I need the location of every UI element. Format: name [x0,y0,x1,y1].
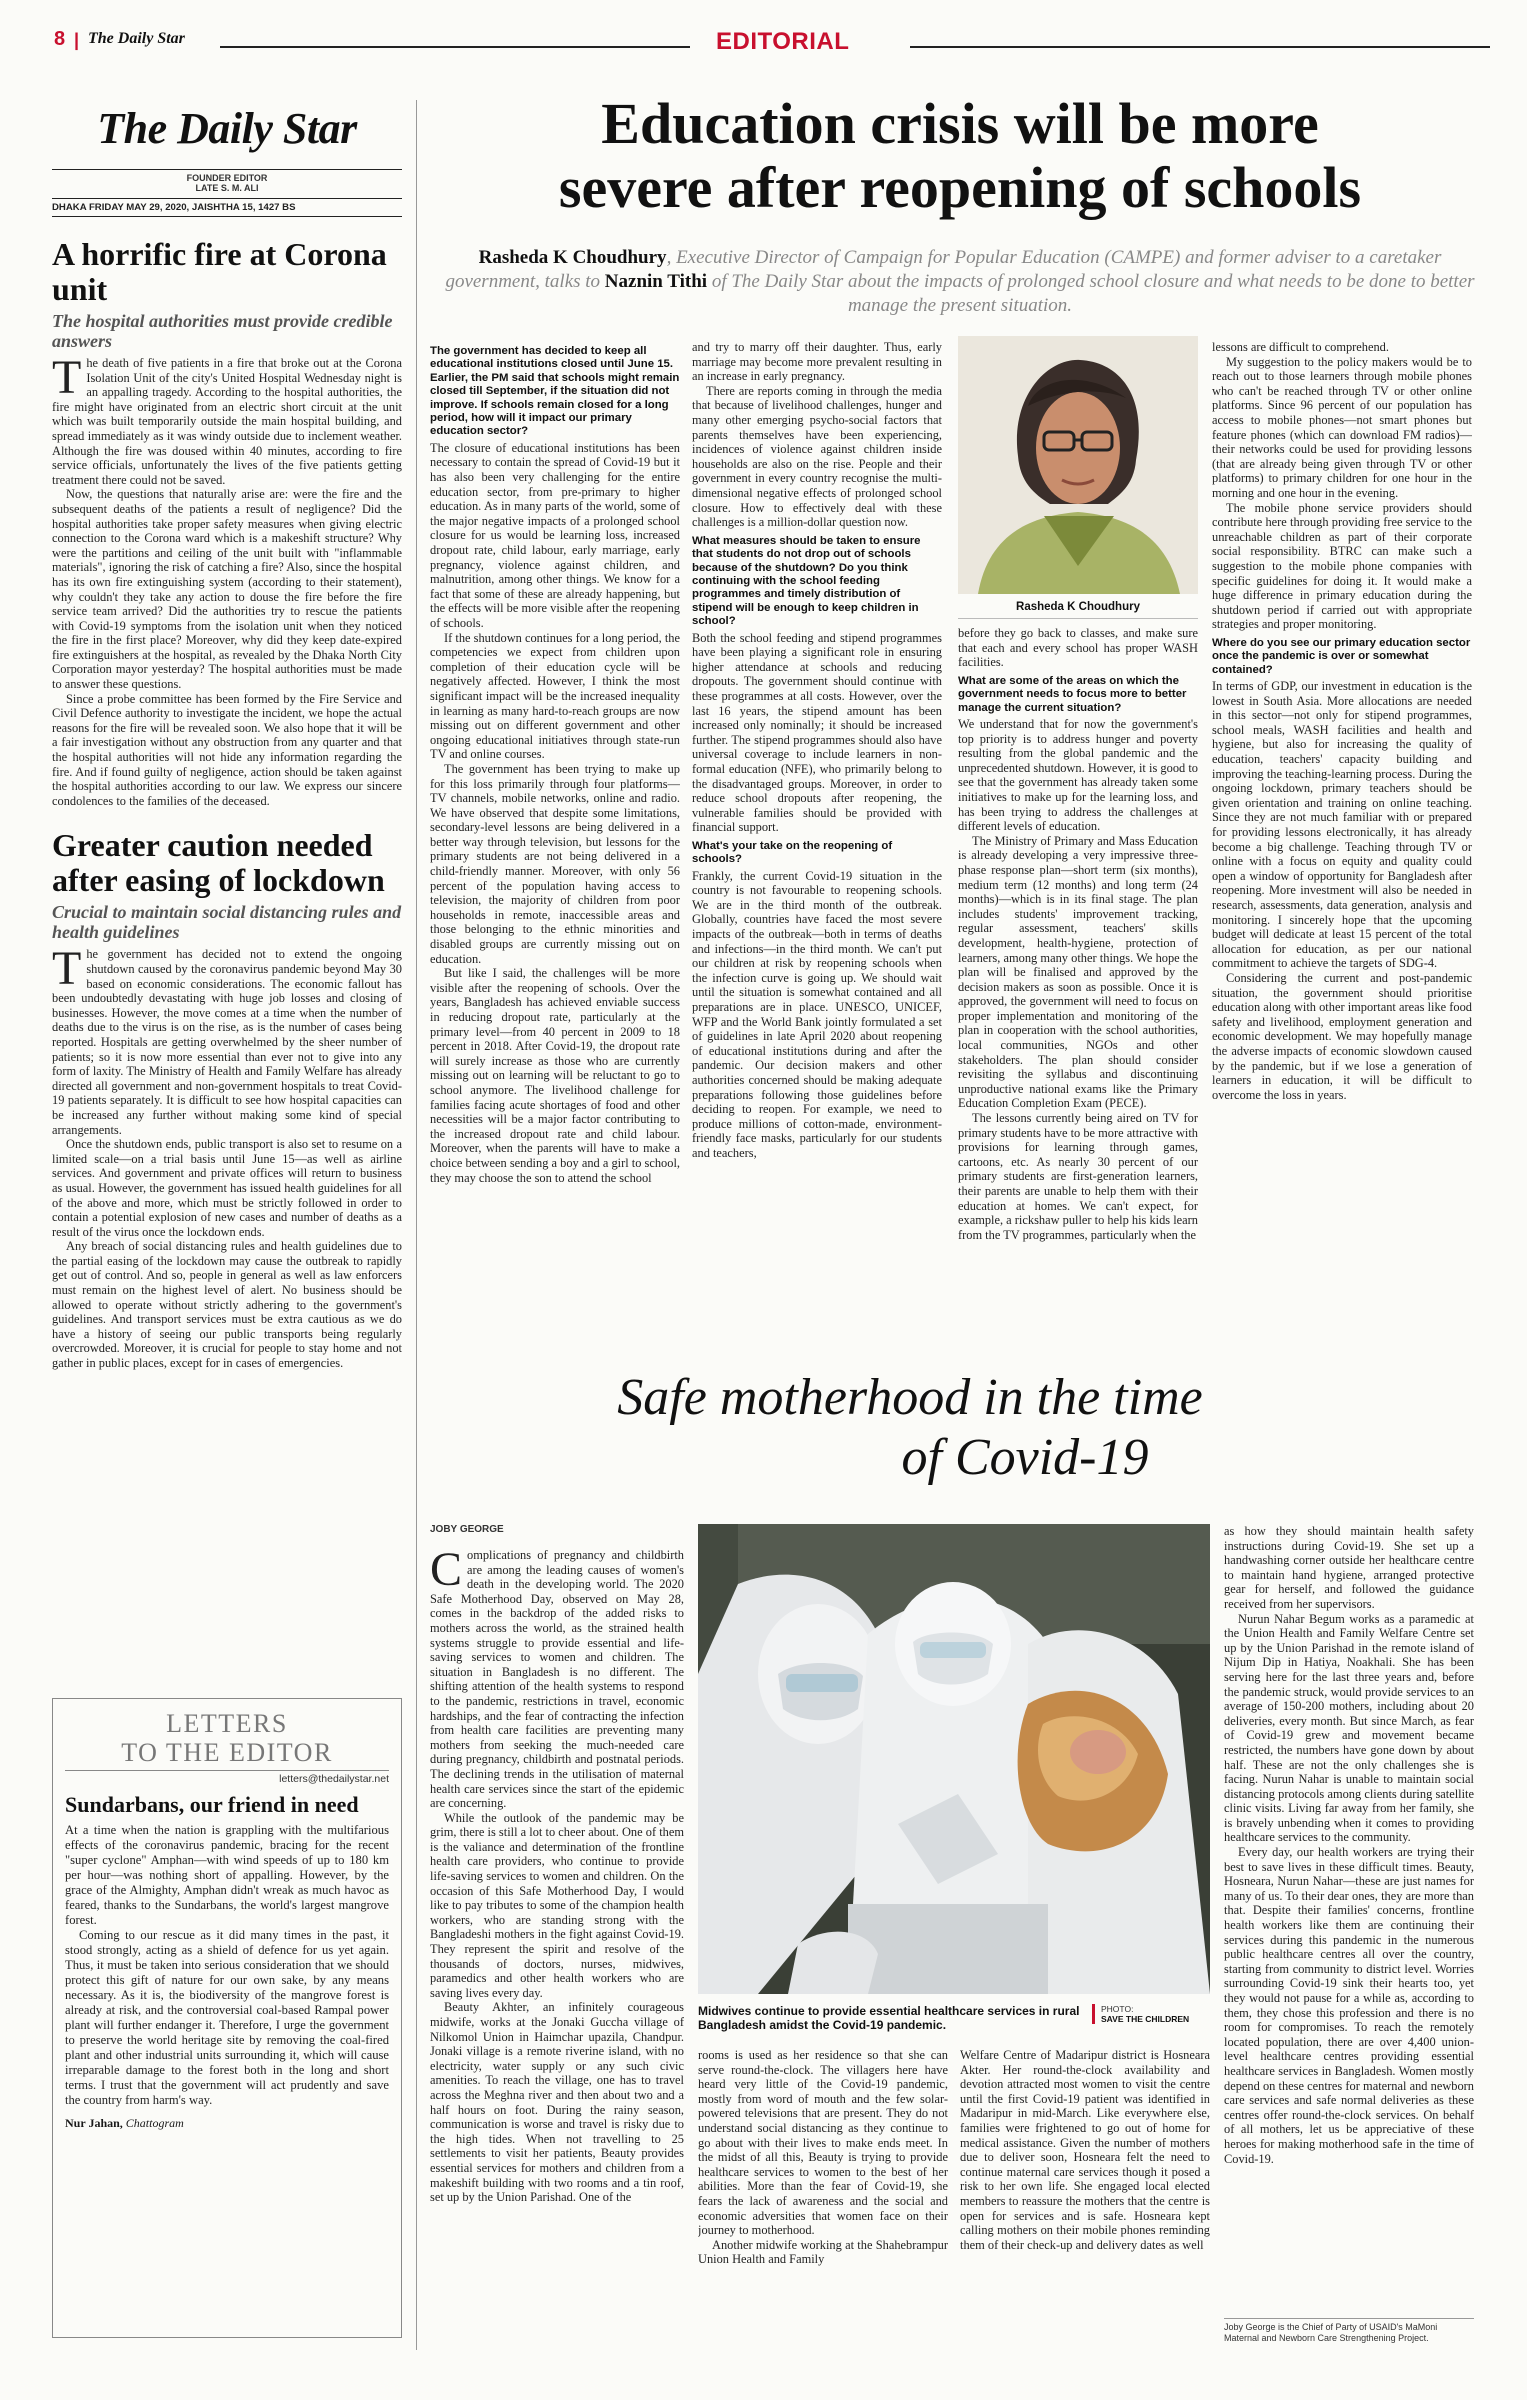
section-title: EDITORIAL [716,28,850,55]
interviewee-photo [958,336,1198,594]
motherhood-author-note: Joby George is the Chief of Party of USAID's MaMoni Maternal and Newborn Care Strengthening Project. [1224,2318,1474,2344]
interview-paragraph: The mobile phone service providers should contribute here through providing free service to the unreachable children as part of their corporate social responsibility. BTRC can make such a suggestion to the mobile phone companies with specific guidelines for doing it. It would make a huge difference in primary education during the shutdown period if carried out with appropriate strategies and proper monitoring. [1212,500,1472,632]
header-rule-left [220,46,690,48]
interviewee-name: Rasheda K Choudhury [478,247,667,268]
letters-email[interactable]: letters@thedailystar.net [65,1770,389,1785]
interview-headline [430,92,1490,220]
editorial-lockdown [52,828,402,1370]
interview-question: What's your take on the reopening of schools? [692,839,893,866]
interview-headline-line-1: Education crisis will be more [601,91,1319,156]
motherhood-col-1: Complications of pregnancy and childbirth are among the leading causes of women's death in the developing world. The 2020 Safe Motherhood Day, observed on May 28, comes in the backdrop of the added risks to mothers across the world, as the strained health systems struggle to provide essential and life-saving services to women and children. The situation in Bangladesh is no different. The shifting attention of the health systems to respond to the pandemic, restrictions in travel, economic hardships, and the fear of contracting the infection from health care facilities are preventing many mothers from seeking the much-needed care during pregnancy, childbirth and postnatal periods. The declining trends in the utilisation of maternal health care services since the start of the epidemic are concerning. While the outlook of the pandemic may be grim, there is still a lot to cheer about. One of them is the valiance and determination of the frontline health care providers, who continue to provide life-saving services to women and children. On the occasion of this Safe Motherhood Day, I would like to pay tributes to some of the champion health workers, who are standing strong with the Bangladeshi mothers in the fight against Covid-19. They represent the spirit and resolve of the thousands of doctors, nurses, midwives, paramedics and other health workers who are saving lives every day. Beauty Akhter, an infinitely courageous midwife, works at the Jonaki Guccha village of Nilkomol Union in Haimchar upazila, Chandpur. Jonaki village is a remote riverine island, with no electricity, water supply or any such civic amenities. To reach the village, one has to travel across the Meghna river and then about two and a half hours on foot. During the rainy season, communication is worse and travel is risky due to the high tides. When not travelling to 25 settlements to visit her patients, Beauty provides essential services for mothers and children from a makeshift building with two rooms and a tin roof, set up by the Union Parishad. One of the [430,1548,684,2205]
interview-question: What measures should be taken to ensure that students do not drop out of schools because of the shutdown? Do you think continuing with the school feeding programmes and timely distribution of stipend will be enough to keep children in school? [692,534,921,628]
interview-paragraph: Both the school feeding and stipend programmes have been playing a significant role in ensuring higher attendance at schools and reducing dropouts. The government should continue with these programmes at all costs. However, over the last 16 years, the stipend amount has been increased only nominally; it should be increased further. The stipend programmes should also have universal coverage to include learners in non-formal education (NFE), who primarily belong to the disadvantaged groups. Moreover, in order to reduce school dropouts after reopening, the vulnerable families should be provided with financial support. [692,630,942,835]
interview-paragraph: My suggestion to the policy makers would be to reach out to those learners through mobile phones who can't be reached through TV or other online platforms. Since 96 percent of our population has access to mobile phones—not smart phones but feature phones (which can download FM radios)—their networks could be used for providing lessons (that are already being given through TV or other platforms) to primary children for one hour in the morning and one hour in the evening. [1212,354,1472,500]
founder-label: FOUNDER EDITOR [186,173,268,183]
interview-paragraph: and try to marry off their daughter. Thus, early marriage may become more prevalent resulting in an increase in early pregnancy. [692,340,942,384]
photo-credit-label: PHOTO: [1101,2004,1134,2014]
editorial-lockdown-subtitle: Crucial to maintain social distancing rules and health guidelines [52,902,402,943]
interviewer-name: Naznin Tithi [604,271,708,292]
letter-signature [65,2116,389,2131]
sidebar [52,105,402,1371]
interview-col-4 [1212,340,1472,1320]
page-header [40,22,1490,62]
dateline: DHAKA FRIDAY MAY 29, 2020, JAISHTHA 15, 1427 BS [52,198,402,217]
interview-standfirst: Rasheda K Choudhury, Executive Director of Campaign for Popular Education (CAMPE) and former adviser to a caretaker government, talks to Naznin Tithi of The Daily Star about the impacts of prolonged school closure and what needs to be done to better manage the present situation. [445,247,1475,316]
interview-paragraph: In terms of GDP, our investment in education is the lowest in South Asia. More allocations are needed in this sector—not only for stipend programmes, school meals, WASH facilities and health and hygiene, but also for increasing the quality of education, teachers' capacity building and improving the teaching-learning process. During the ongoing lockdown, primary teachers should be given orientation and training on online teaching. Since they are not much familiar with or prepared for providing lessons electronically, it has already become a big challenge. Teaching through TV or online with a focus on equity and quality could open a window of opportunity for Bangladesh after reopening. More investment will also be needed in research, assessments, data generation, analysis and monitoring. I sincerely hope that the upcoming budget will dedicate at least 15 percent of the total allocation for education, as per our national commitment to achieve the targets of SDG-4. [1212,679,1472,971]
interviewee-photo-caption: Rasheda K Choudhury [958,600,1198,619]
portrait-svg [958,336,1198,594]
editorial-fire [52,237,402,808]
header-rule-right [910,46,1490,48]
interview-col-2 [692,340,942,1320]
midwives-photo-caption: Midwives continue to provide essential healthcare services in rural Bangladesh amidst the Covid-19 pandemic. [698,2004,1080,2032]
interview-paragraph: The government has been trying to make up for this loss primarily through four platforms—TV channels, mobile networks, online and radio. We have observed that despite some limitations, secondary-level lessons are being delivered in a better way through television, but lessons for the primary students are not being delivered in a child-friendly manner. Moreover, with only 56 percent of the population having access to television, the majority of children from poor households in remote, inaccessible areas and those belonging to the ethnic minorities and disabled groups are currently missing out on education. [430,761,680,966]
interview-paragraph: The closure of educational institutions has been necessary to contain the spread of Covid-19 but it has also been very challenging for the entire education sector, from pre-primary to higher education. As in many parts of the world, some of the major negative impacts of a prolonged school closure for us would be learning loss, increased dropout rate, child labour, early marriage, early pregnancy, violence against children, and malnutrition, among other things. We know for a fact that some of these are already happening, but the effects will be more visible after the reopening of schools. [430,440,680,630]
motherhood-byline: JOBY GEORGE [430,1524,504,1535]
interview-question: The government has decided to keep all educational institutions closed until June 15. Earlier, the PM said that schools might remain closed till September, if the situation did not improve. If schools remain closed for a long period, how will it impact our primary education sector? [430,345,680,438]
letters-box [52,1698,402,2338]
letter-author: Nur Jahan, [65,2116,123,2130]
interview-paragraph: We understand that for now the government's top priority is to address hunger and poverty resulting from the global pandemic and the unprecedented shutdown. However, it is good to see that the government has already taken some initiatives to make up for the learning loss, and has been trying to address the challenges at different levels of education. [958,717,1198,834]
letter-place: Chattogram [125,2116,184,2130]
interview-paragraph: The lessons currently being aired on TV for primary students have to be more attractive with provisions for learning through games, cartoons, etc. As nearly 30 percent of our primary students are first-generation learners, their parents are unable to help them with their education at homes. We can't expect, for example, a rickshaw puller to help his kids learn from the TV programmes, particularly when the [958,1111,1198,1242]
motherhood-col-4: as how they should maintain health safety instructions during Covid-19. She set up a handwashing corner outside her healthcare centre to maintain hand hygiene, arranged protective gear for herself, and followed the guidance received from her supervisors. Nurun Nahar Begum works as a paramedic at the Union Health and Family Welfare Centre set up by the Union Parishad in the remote island of Nijum Dip in Hatiya, Noakhali. She has been serving here for the last three years and, before the pandemic struck, would provide services to an average of 150-200 mothers, including about 20 deliveries, every month. But since March, as fear of Covid-19 grew and movement became restricted, the numbers have gone down by about half. These are not the only challenges she is facing. Nurun Nahar is unable to maintain social distancing protocols among clients during satellite clinic visits. Living far away from her family, she is bravely unbending when it comes to providing healthcare services to the community. Every day, our health workers are trying their best to save lives in these difficult times. Beauty, Hosneara, Nurun Nahar—these are just names for many of us. To their dear ones, they are more than that. Despite their families' concerns, frontline health workers like them are continuing their services during this pandemic in the numerous public healthcare centres all over the country, starting from community to district level. Worries surrounding Covid-19 sink their hearts too, yet they would not pause for a while as, according to them, they chose this profession and there is no room for compromises. To reach the remotely located population, there are over 4,400 union-level healthcare centres providing essential healthcare services in Bangladesh. Women mostly depend on these centres for maternal and newborn care services and safe normal deliveries as these centres offer round-the-clock services. On behalf of all mothers, let us be appreciative of these heroes for making motherhood safe in the time of Covid-19. [1224,1524,1474,2166]
page-number-divider: | [74,30,80,50]
interview-paragraph: Frankly, the current Covid-19 situation in the country is not favourable to reopening schools. We are in the third month of the outbreak. Globally, countries have faced the most severe impacts of the outbreak—both in terms of deaths and infections—in the third month. We can't put our children at risk by reopening schools when the infection curve is going up. We should wait until the situation is somewhat contained and all preparations are in place. UNESCO, UNICEF, WFP and the World Bank jointly formulated a set of guidelines in late April 2020 about reopening of educational institutions during and after the pandemic. Our decision makers and other authorities concerned should be making adequate preparations following those guidelines before deciding to reopen. For example, we need to produce millions of cotton-made, environment-friendly face masks, particularly for our students and teachers, [692,868,942,1160]
masthead-small: The Daily Star [88,30,185,47]
interview-paragraph: But like I said, the challenges will be more visible after the reopening of schools. Over the years, Bangladesh has achieved enviable success in reducing dropout rate, particularly at the primary level—from 40 percent in 2009 to 18 percent in 2018. After Covid-19, the dropout rate will surely increase as those who are currently missing out on learning will be reluctant to go to school anymore. The livelihood challenge for families facing acute shortages of food and other necessities will be a major factor contributing to the increased dropout rate and child labour. Moreover, when the parents will have to make a choice between sending a boy and a girl to school, they may choose the son to attend the school [430,966,680,1185]
interview-col-3 [958,626,1198,1320]
interview-col-1 [430,340,680,1320]
sidebar-divider [416,100,417,2350]
page-number: 8 [54,28,66,50]
letter-title: Sundarbans, our friend in need [65,1792,359,1817]
editorial-lockdown-title: Greater caution needed after easing of lockdown [52,827,385,899]
letters-header-2: TO THE EDITOR [121,1738,333,1767]
letters-header: LETTERS [166,1709,288,1738]
motherhood-headline-line-2: of Covid-19 [901,1429,1149,1486]
interview-paragraph: Considering the current and post-pandemic situation, the government should prioritise education along with other important areas like food safety and livelihood, employment generation and economic development. We may hopefully manage the adverse impacts of economic slowdown caused by the pandemic, but if we lose a generation of learners in education, it will be difficult to overcome the loss in years. [1212,970,1472,1102]
interview-paragraph: The Ministry of Primary and Mass Education is already developing a very impressive three-phase response plan—short term (six months), medium term (12 months) and long term (24 months)—which is in its final stage. The plan includes students' improvement tracking, regular assessment, teachers' skills development, health-hygiene, protection of learners, among many other things. We hope the plan will be finalised and approved by the decision makers as soon as possible. Once it is approved, the government will need to focus on proper implementation and monitoring of the plan in cooperation with the school authorities, local communities, NGOs and other stakeholders. The plan should consider revisiting the syllabus and discontinuing unproductive national exams like the Primary Education Completion Exam (PECE). [958,833,1198,1111]
masthead: The Daily Star [97,104,357,153]
editorial-lockdown-body: The government has decided not to extend the ongoing shutdown caused by the coronavirus pandemic beyond May 30 based on economic considerations. The economic fallout has been undoubtedly devastating with huge job losses and closing of businesses. However, the move comes at a time when the number of deaths due to the virus is on the rise, as is the number of cases being reported. Hospitals are getting overwhelmed by the sheer number of patients; so it is now more essential than ever not to give into any form of laxity. The Ministry of Health and Family Welfare has already directed all government and non-government hospitals to treat Covid-19 patients separately. It is difficult to see how hospital capacities can be increased any further without making some kind of special arrangements. Once the shutdown ends, public transport is also set to resume on a limited scale—on a trial basis until June 15—as well as airline services. And government and private offices will return to business as usual. However, the government has issued health guidelines for all of the above and more, which must be strictly followed in order to contain a potential explosion of new cases and number of deaths as a result of the virus once the lockdown ends. Any breach of social distancing rules and health guidelines due to the partial easing of the lockdown may cause the outbreak to rapidly get out of control. And so, people in general as well as law enforcers must remain on the highest level of alert. No business should be allowed to operate without strictly adhering to the government's guidelines. And transport services must be extra cautious as we do have a history of seeing our public transports being regularly overcrowded. Moreover, it is crucial for people to stay home and not gather in public places, except for in cases of emergencies. [52,942,402,1371]
photo-credit-name: SAVE THE CHILDREN [1101,2014,1190,2024]
motherhood-col-2: rooms is used as her residence so that she can serve round-the-clock. The villagers here have heard very little of the Covid-19 pandemic, mostly from word of mouth and the few solar-powered televisions that are present. They do not understand social distancing as they continue to go about with their lives to make ends meet. In the midst of all this, Beauty is trying to provide healthcare services to women to the best of her abilities. More than the fear of Covid-19, she fears the lack of awareness and the social and economic adversities that women face on their journey to motherhood. Another midwife working at the Shahebrampur Union Health and Family [698,2048,948,2267]
letter-body: At a time when the nation is grappling with the multifarious effects of the coronavirus pandemic, bracing for the recent "super cyclone" Amphan—with wind speeds of up to 180 km per hour—was nothing short of appalling. However, by the grace of the Almighty, Amphan didn't wreak as much havoc as feared, thanks to the Sundarbans, the world's largest mangrove forest. Coming to our rescue as it did many times in the past, it stood strongly, acting as a shield of defence for us yet again. Thus, it must be taken into serious consideration that we should protect this gift of nature for our own sake, by any means necessary. As it is, the biodiversity of the mangrove forest is already at risk, and the controversial coal-based Rampal power plant will further endanger it. Therefore, I urge the government to preserve the world heritage site by removing the coal-fired plant and other industrial units surrounding it, which will cause irreparable damage to the forest both in the long and short terms. I trust that the government will act prudently and save the country from harm's way. [65,1823,389,2107]
motherhood-col-3: Welfare Centre of Madaripur district is Hosneara Akter. Her round-the-clock availability and devotion attracted most women to visit the centre until the first Covid-19 patient was identified in Madaripur in mid-March. Like everywhere else, families were frightened to go out of home for medical assistance. Given the number of mothers due to deliver soon, Hosneara felt the need to continue maternal care services though it posed a risk to her own life. She engaged local elected members to reassure the mothers that the centre is open for services and is safe. Hosneara kept calling mothers on their mobile phones reminding them of their check-up and delivery dates as well [960,2048,1210,2252]
interview-question: What are some of the areas on which the government needs to focus more to better manage the current situation? [958,674,1187,714]
interview-paragraph: lessons are difficult to comprehend. [1212,340,1389,354]
midwives-photo [698,1524,1210,1994]
interview-paragraph: before they go back to classes, and make sure that each and every school has proper WASH facilities. [958,626,1198,670]
editorial-fire-title: A horrific fire at Corona unit [52,236,387,307]
interview-headline-line-2: severe after reopening of schools [558,155,1362,220]
motherhood-headline [560,1368,1260,1488]
motherhood-headline-line-1: Safe motherhood in the time [617,1369,1203,1426]
photo-credit [1092,2004,1210,2024]
midwives-photo-svg [698,1524,1210,1994]
interview-paragraph: If the shutdown continues for a long period, the competencies we expect from children upon completion of their education cycle will be negatively affected. However, I think the most significant impact will be the increased inequality in learning as many hard-to-reach groups are now missing out on different government and other ongoing educational initiatives through state-run TV and online courses. [430,630,680,762]
editorial-fire-subtitle: The hospital authorities must provide credible answers [52,311,393,351]
editorial-fire-body: The death of five patients in a fire that broke out at the Corona Isolation Unit of the city's United Hospital Wednesday night is an appalling tragedy. According to the hospital authorities, the fire might have originated from an electric short circuit at the unit which was built temporarily outside the main hospital building, and spread immediately as it was windy outside due to inclement weather. Although the fire was doused within 40 minutes, according to fire service officials, unfortunately the lives of the five patients getting treatment there could not be saved. Now, the questions that naturally arise are: were the fire and the subsequent deaths of the patients a result of negligence? Did the hospital authorities take proper safety measures when giving electric connection to the Corona ward which is a makeshift structure? Why were the partitions and ceiling of the unit built with "inflammable materials", ignoring the risk of catching a fire? Also, since the hospital has its own fire extinguishing system (according to their statement), why couldn't they take any action to douse the fire before the fire service team arrived? Did the authorities try to rescue the patients with Covid-19 symptoms from the isolation unit when they noticed the fire in the first place? Moreover, why did they keep date-expired fire extinguishers at the hospital, as revealed by the Dhaka North City Corporation mayor yesterday? The hospital authorities must be made to answer these questions. Since a probe committee has been formed by the Fire Service and Civil Defence authority to investigate the incident, we hope the actual reasons for the fire will be revealed soon. We also hope that it will be a fair investigation without any obstruction from any quarter and that the hospital authorities will not hide any information regarding the fire. And if found guilty of negligence, action should be taken against the hospital authorities according to our law. We express our sincere condolences to the families of the deceased. [52,351,402,808]
interview-paragraph: There are reports coming in through the media that because of livelihood challenges, hunger and many other emerging psycho-social factors that parents themselves have been experiencing, incidences of violence against children inside households are also on the rise. People and their government in every country recognise the multi-dimensional negative effects of prolonged school closure. How to effectively deal with these challenges is a million-dollar question now. [692,383,942,530]
founder-name: LATE S. M. ALI [195,183,259,193]
interview-question: Where do you see our primary education sector once the pandemic is over or somewhat contained? [1212,636,1471,676]
